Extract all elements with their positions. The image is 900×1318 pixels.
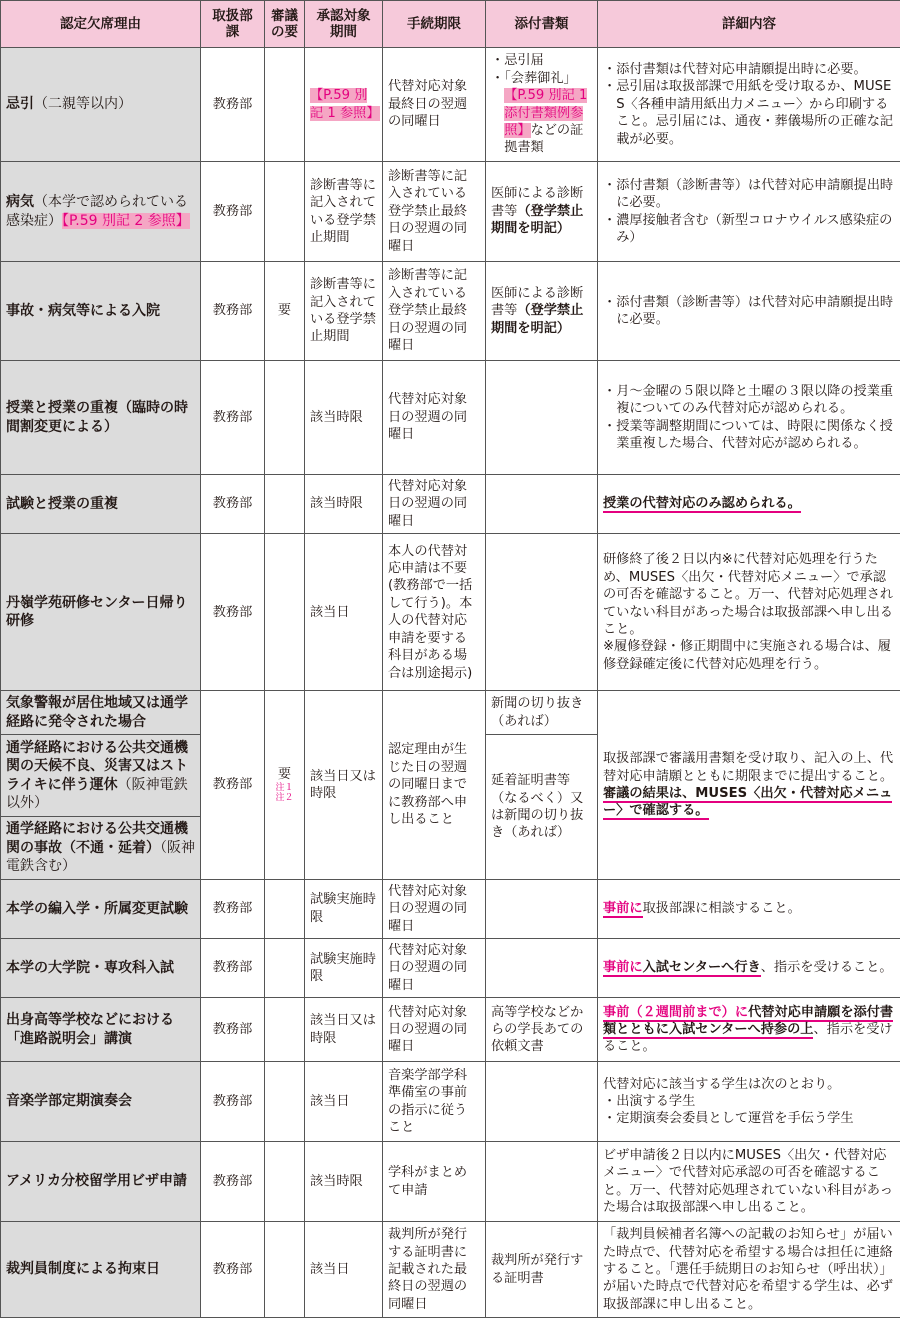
table-row (1, 361, 900, 475)
details-emphasis: 審議の結果は、MUSES〈出欠・代替対応メニュー〉で確認する。 (603, 786, 892, 820)
table-row (1, 475, 900, 534)
review-cell (265, 1062, 305, 1142)
docs-text: 医師による診断書等 (491, 186, 583, 218)
period-cell: 該当時限 (305, 475, 383, 534)
docs-cell (486, 475, 598, 534)
reason-cell: アメリカ分校留学用ビザ申請 (1, 1142, 201, 1222)
dept-cell: 教務部 (201, 1142, 265, 1222)
reason-cell: 出身高等学校などにおける「進路説明会」講演 (1, 998, 201, 1062)
dept-cell: 教務部 (201, 361, 265, 475)
details-item: ・ 添付書類は代替対応申請願提出時に必要。 (603, 61, 895, 78)
period-cell: 該当日 (305, 1062, 383, 1142)
reason-cell: 裁判員制度による拘束日 (1, 1222, 201, 1318)
reason-note: （二親等以内） (34, 96, 132, 112)
docs-cell: 新聞の切り抜き（あれば） (486, 691, 598, 735)
table-row (1, 938, 900, 997)
reason-cell: 本学の編入学・所属変更試験 (1, 879, 201, 938)
reason-cell: 試験と授業の重複 (1, 475, 201, 534)
details-item: ・ 授業等調整期間については、時限に関係なく授業重複した場合、代替対応が認められる。 (603, 418, 895, 453)
details-item: ・ 添付書類（診断書等）は代替対応申請願提出時に必要。 (603, 177, 895, 212)
reason-cell (1, 735, 201, 817)
details-emphasis: 事前に (603, 960, 643, 977)
deadline-cell: 代替対応対象日の翌週の同曜日 (383, 998, 486, 1062)
table-row (1, 879, 900, 938)
deadline-cell: 認定理由が生じた日の翌週の同曜日までに教務部へ申し出ること (383, 691, 486, 879)
details-item: ・ 添付書類（診断書等）は代替対応申請願提出時に必要。 (603, 294, 895, 329)
docs-cell (486, 361, 598, 475)
details-cell (598, 938, 900, 997)
docs-cell (486, 162, 598, 262)
docs-cell (486, 262, 598, 361)
table-row (1, 691, 900, 735)
review-cell (265, 361, 305, 475)
deadline-cell: 代替対応対象日の翌週の同曜日 (383, 361, 486, 475)
deadline-cell: 代替対応対象最終日の翌週の同曜日 (383, 48, 486, 162)
docs-text: 医師による診断書等 (491, 286, 583, 318)
details-note: ※履修登録・修正期間中に実施される場合は、履修登録確定後に代替対応処理を行う。 (603, 638, 895, 673)
ref-link[interactable]: 【P.59 別記 2 参照】 (62, 213, 190, 229)
docs-cell (486, 534, 598, 691)
details-item: ・ 定期演奏会委員として運営を手伝う学生 (603, 1110, 895, 1127)
details-item: ・ 忌引届は取扱部課で用紙を受け取るか、MUSES〈各種申請用紙出力メニュー〉から印刷すること。忌引届には、通夜・葬儀場所の正確な記載が必要。 (603, 78, 895, 148)
reason-cell: 授業と授業の重複（臨時の時間割変更による） (1, 361, 201, 475)
header-deadline: 手続期限 (383, 1, 486, 48)
header-reason: 認定欠席理由 (1, 1, 201, 48)
details-item: ・ 月～金曜の５限以降と土曜の３限以降の授業重複についてのみ代替対応が認められる。 (603, 383, 895, 418)
period-cell: 試験実施時限 (305, 938, 383, 997)
docs-text: 「会葬御礼」 (504, 71, 577, 86)
reason-note: （阪神電鉄含む） (6, 840, 195, 874)
table-row (1, 998, 900, 1062)
details-cell (598, 998, 900, 1062)
docs-cell (486, 938, 598, 997)
deadline-cell: 代替対応対象日の翌週の同曜日 (383, 938, 486, 997)
details-item: ・ 濃厚接触者含む（新型コロナウイルス感染症のみ） (603, 212, 895, 247)
review-cell (265, 162, 305, 262)
period-cell: 該当時限 (305, 1142, 383, 1222)
details-cell (598, 475, 900, 534)
dept-cell: 教務部 (201, 1062, 265, 1142)
details-emphasis: 代替対応申請願を添付書類とともに入試センターへ持参の上 (603, 1005, 893, 1039)
details-cell: 「裁判員候補者名簿への記載のお知らせ」が届いた時点で、代替対応を希望する場合は担任に連絡すること。「選任手続期日のお知らせ（呼出状）」が届いた時点で代替対応を希望する学生は、必ず取扱部課に申し出ること。 (598, 1222, 900, 1318)
deadline-cell: 学科がまとめて申請 (383, 1142, 486, 1222)
docs-cell (486, 879, 598, 938)
review-cell (265, 48, 305, 162)
review-cell (265, 879, 305, 938)
docs-cell (486, 1062, 598, 1142)
details-cell (598, 361, 900, 475)
details-text: 取扱部課で審議用書類を受け取り、記入の上、代替対応申請願とともに期限までに提出すること。 (603, 751, 893, 783)
details-text: 代替対応に該当する学生は次のとおり。 (603, 1076, 895, 1093)
reason-text: 病気 (6, 194, 34, 210)
docs-note: （登学禁止期間を明記） (491, 204, 583, 236)
reason-text: 通学経路における公共交通機関の事故（不通・延着） (6, 821, 188, 855)
deadline-cell: 本人の代替対応申請は不要(教務部で一括して行う)。本人の代替対応申請を要する科目がある場合は別途掲示) (383, 534, 486, 691)
period-cell: 該当日 (305, 534, 383, 691)
review-cell (265, 938, 305, 997)
docs-cell (486, 1142, 598, 1222)
deadline-cell: 診断書等に記入されている登学禁止最終日の翌週の同曜日 (383, 262, 486, 361)
dept-cell: 教務部 (201, 262, 265, 361)
docs-item: ・ 忌引届 (491, 52, 592, 69)
dept-cell: 教務部 (201, 534, 265, 691)
details-item: ・ 出演する学生 (603, 1093, 895, 1110)
docs-cell (486, 48, 598, 162)
reason-cell: 音楽学部定期演奏会 (1, 1062, 201, 1142)
deadline-cell: 代替対応対象日の翌週の同曜日 (383, 475, 486, 534)
period-cell: 診断書等に記入されている登学禁止期間 (305, 162, 383, 262)
details-cell (598, 162, 900, 262)
review-note: 注１ (270, 784, 299, 794)
reason-cell: 事故・病気等による入院 (1, 262, 201, 361)
details-cell: ビザ申請後２日以内にMUSES〈出欠・代替対応メニュー〉で代替対応承認の可否を確認すること。万一、代替対応処理されていない科目があった場合は取扱部課へ申し出ること。 (598, 1142, 900, 1222)
period-cell: 該当日 (305, 1222, 383, 1318)
table-row (1, 262, 900, 361)
dept-cell: 教務部 (201, 879, 265, 938)
details-cell (598, 534, 900, 691)
details-text: 取扱部課に相談すること。 (643, 901, 801, 916)
ref-link[interactable]: 【P.59 別記 1 添付書類例参照】 (504, 88, 587, 138)
dept-cell: 教務部 (201, 938, 265, 997)
docs-cell: 高等学校などからの学長あての依頼文書 (486, 998, 598, 1062)
reason-note: （本学で認められている感染症） (6, 194, 188, 228)
docs-text: などの証拠書類 (504, 123, 583, 155)
dept-cell: 教務部 (201, 691, 265, 879)
reason-cell (1, 162, 201, 262)
docs-note: （登学禁止期間を明記） (491, 303, 583, 335)
review-note: 注２ (270, 794, 299, 804)
reason-cell: 丹嶺学苑研修センター日帰り研修 (1, 534, 201, 691)
dept-cell: 教務部 (201, 1222, 265, 1318)
period-cell: 診断書等に記入されている登学禁止期間 (305, 262, 383, 361)
period-cell: 該当時限 (305, 361, 383, 475)
details-cell (598, 262, 900, 361)
period-cell (305, 48, 383, 162)
reason-cell (1, 817, 201, 879)
table-row (1, 1222, 900, 1318)
period-cell: 該当日又は時限 (305, 691, 383, 879)
docs-cell: 延着証明書等（なるべく）又は新聞の切り抜き（あれば） (486, 735, 598, 879)
header-docs: 添付書類 (486, 1, 598, 48)
header-details: 詳細内容 (598, 1, 900, 48)
table-row (1, 162, 900, 262)
details-text: 研修終了後２日以内※に代替対応処理を行うため、MUSES〈出欠・代替対応メニュー〉で承認の可否を確認すること。万一、代替対応処理されていない科目があった場合は取扱部課へ申し出ること。 (603, 551, 895, 638)
review-cell (265, 534, 305, 691)
period-cell: 該当日又は時限 (305, 998, 383, 1062)
period-cell: 試験実施時限 (305, 879, 383, 938)
docs-cell: 裁判所が発行する証明書 (486, 1222, 598, 1318)
review-cell (265, 1142, 305, 1222)
reason-note: （阪神電鉄以外） (6, 777, 188, 811)
details-text: 、指示を受けること。 (603, 1022, 893, 1054)
ref-link[interactable]: 【P.59 別記 1 参照】 (310, 88, 380, 120)
review-cell (265, 475, 305, 534)
dept-cell: 教務部 (201, 998, 265, 1062)
review-cell: 要 (265, 262, 305, 361)
header-row (1, 1, 900, 48)
reason-text: 通学経路における公共交通機関の天候不良、災害又はストライキに伴う運休 (6, 740, 188, 793)
dept-cell: 教務部 (201, 475, 265, 534)
header-period: 承認対象期間 (305, 1, 383, 48)
deadline-cell: 裁判所が発行する証明書に記載された最終日の翌週の同曜日 (383, 1222, 486, 1318)
reason-cell: 気象警報が居住地域又は通学経路に発令された場合 (1, 691, 201, 735)
review-cell (265, 691, 305, 879)
review-cell (265, 1222, 305, 1318)
header-dept: 取扱部課 (201, 1, 265, 48)
table-row (1, 48, 900, 162)
table-row (1, 534, 900, 691)
deadline-cell: 代替対応対象日の翌週の同曜日 (383, 879, 486, 938)
details-cell (598, 48, 900, 162)
details-cell (598, 1062, 900, 1142)
table-row (1, 1142, 900, 1222)
table-row (1, 1062, 900, 1142)
reason-cell: 本学の大学院・専攻科入試 (1, 938, 201, 997)
review-text: 要 (270, 766, 299, 783)
reason-text: 忌引 (6, 96, 34, 112)
deadline-cell: 音楽学部学科準備室の事前の指示に従うこと (383, 1062, 486, 1142)
review-cell (265, 998, 305, 1062)
details-emphasis: 事前（２週間前まで）に (603, 1005, 748, 1022)
docs-item (491, 70, 592, 157)
details-emphasis: 事前に (603, 901, 643, 918)
reason-cell (1, 48, 201, 162)
dept-cell: 教務部 (201, 48, 265, 162)
details-cell (598, 879, 900, 938)
deadline-cell: 診断書等に記入されている登学禁止最終日の翌週の同曜日 (383, 162, 486, 262)
details-text: 、指示を受けること。 (761, 960, 893, 975)
dept-cell: 教務部 (201, 162, 265, 262)
header-review: 審議の要 (265, 1, 305, 48)
details-cell (598, 691, 900, 879)
details-emphasis: 授業の代替対応のみ認められる。 (603, 496, 801, 513)
details-emphasis: 入試センターへ行き (643, 960, 761, 977)
